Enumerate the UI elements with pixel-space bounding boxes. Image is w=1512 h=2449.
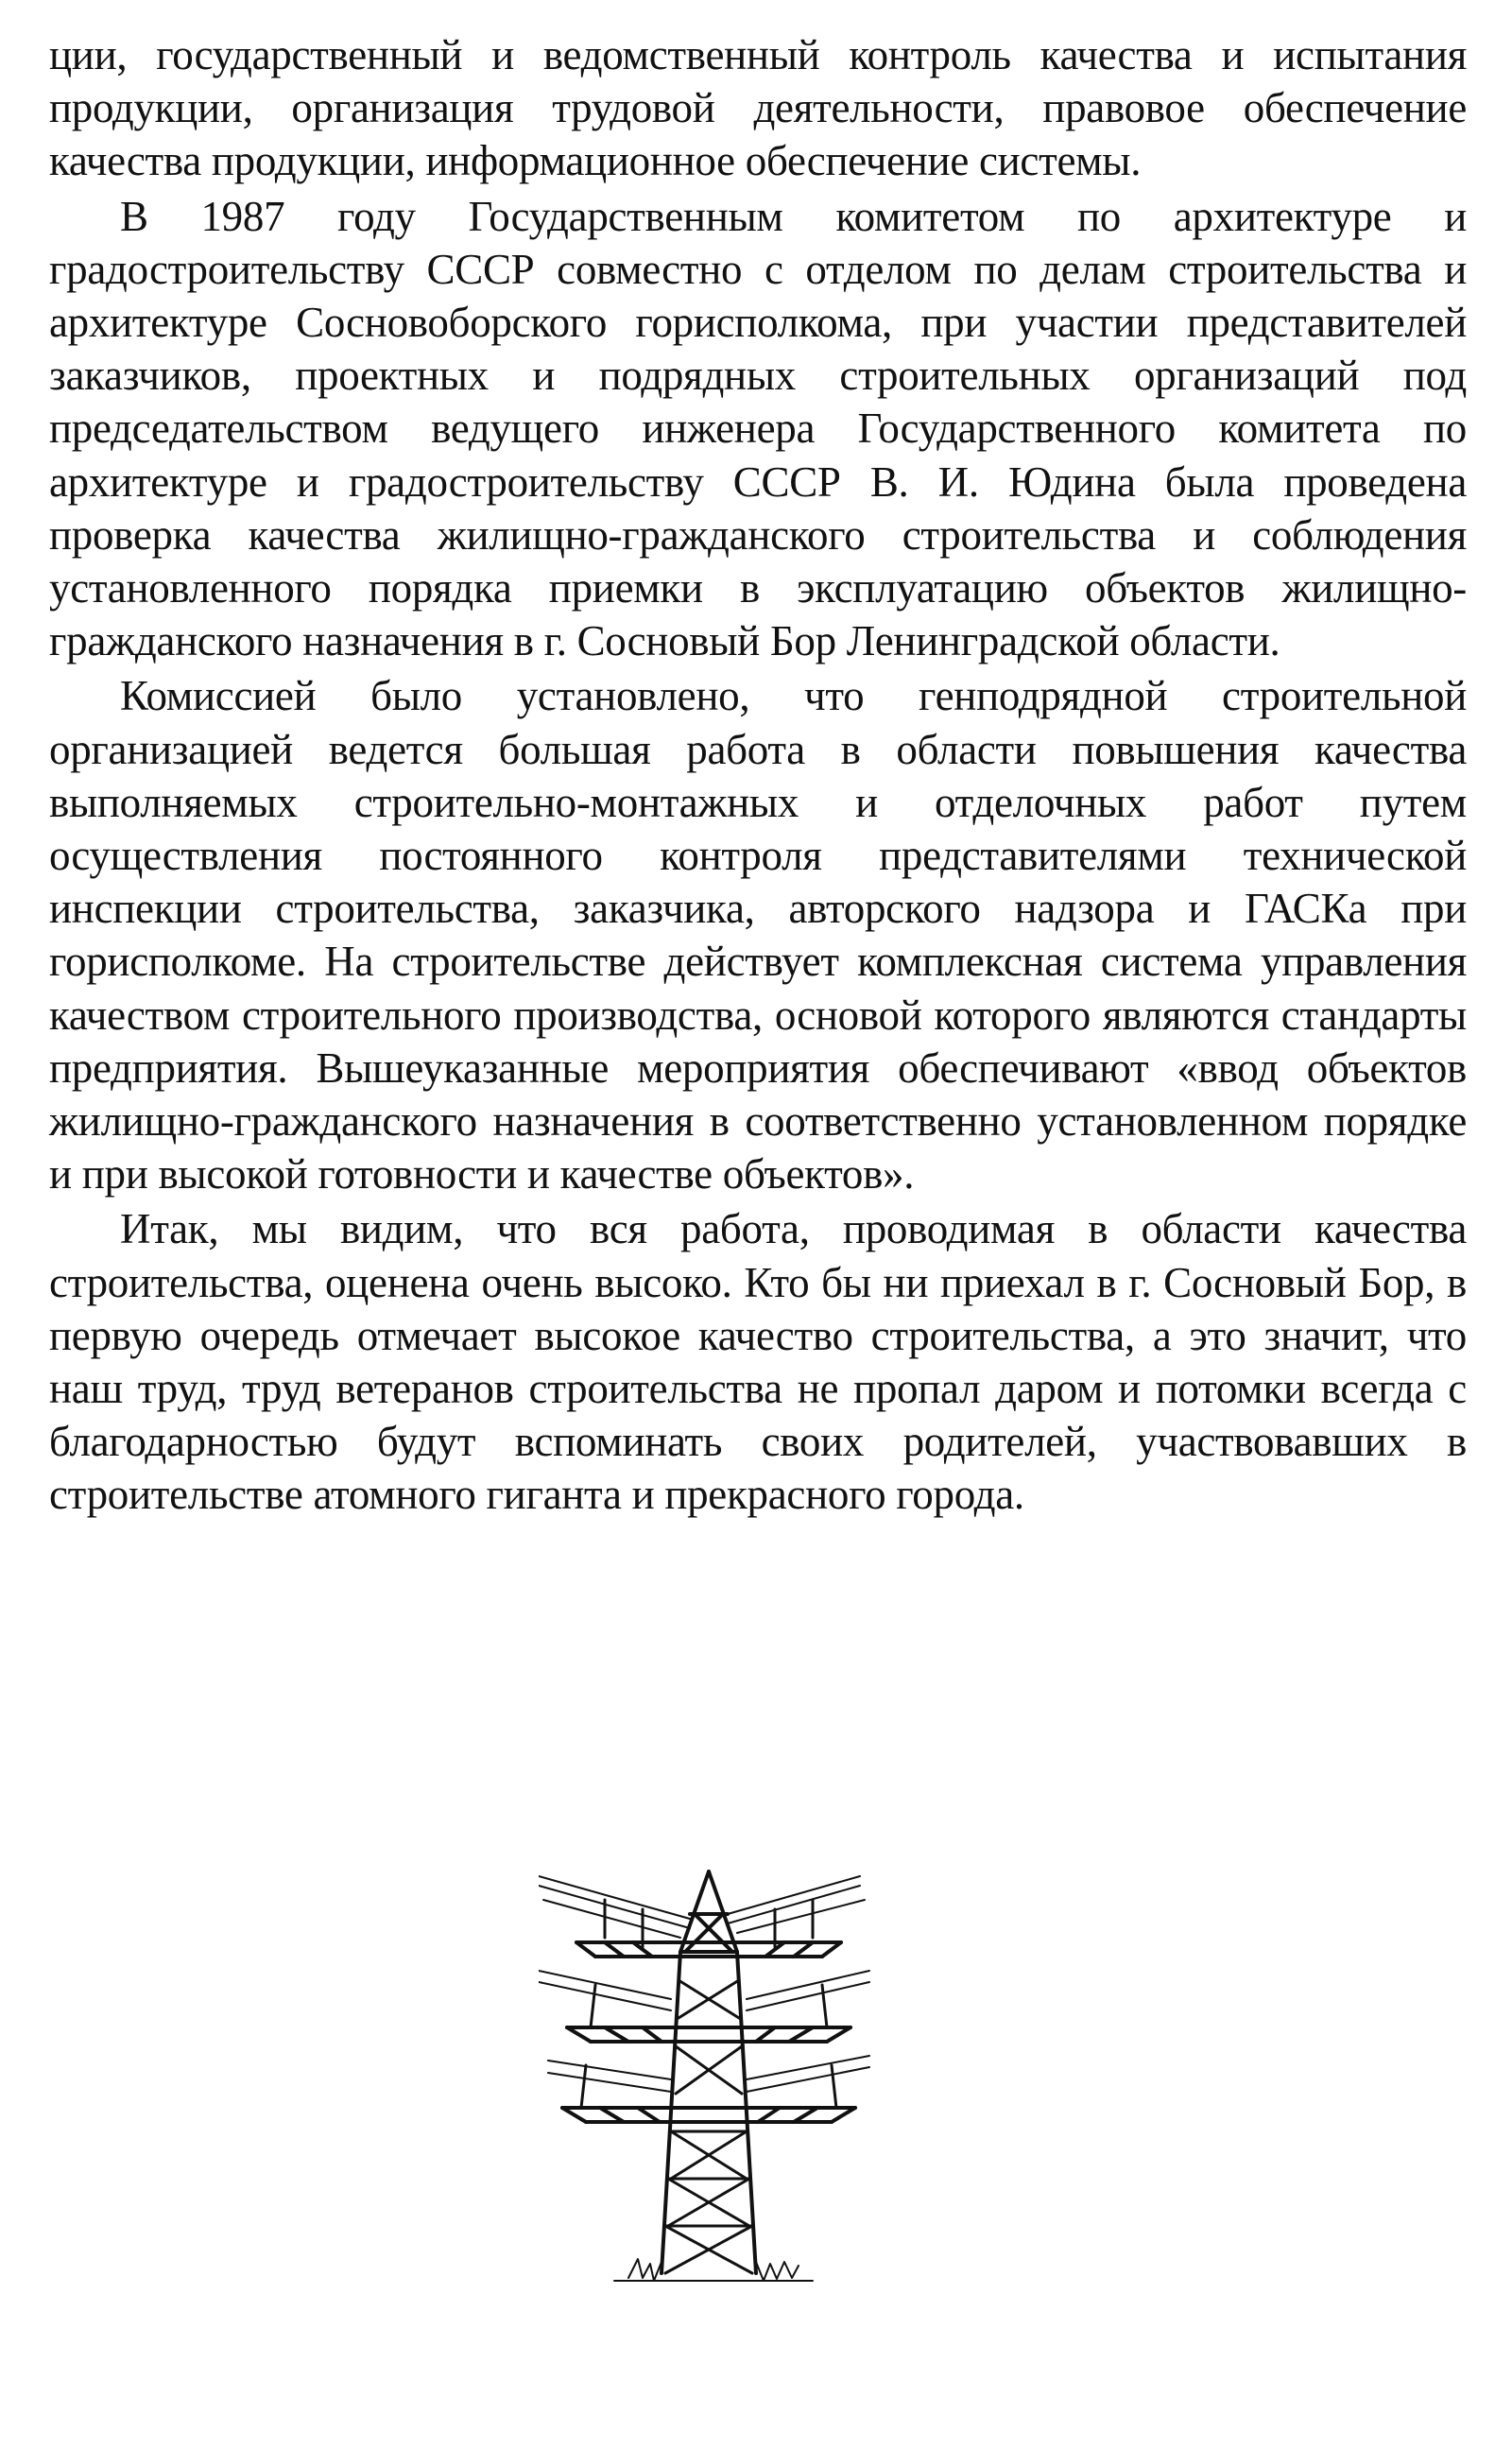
document-page: [49, 28, 1467, 1522]
paragraph-inspection-1987: В 1987 году Государственным комитетом по архитектуре и градостроительству СССР совместно с отделом по делам строительства и архитектуре Сосновоборского горисполкома, при участии представителей заказчиков, проектных и подрядных строительных организаций под председательством ведущего инженера Государственного комитета по архитектуре и градостроительству СССР В. И. Юдина была проведена проверка качества жилищно-гражданского строительства и соблюдения установленного порядка приемки в эксплуатацию объектов жилищно-гражданского назначения в г. Сосновый Бор Ленинградской области.: [49, 192, 1467, 665]
paragraph-commission-findings: Комиссией было установлено, что генподрядной строительной организацией ведется большая работа в области повышения качества выполняемых строительно-монтажных и отделочных работ путем осуществления постоянного контроля представителями технической инспекции строительства, заказчика, авторского надзора и ГАСКа при горисполкоме. На строительстве действует комплексная система управления качеством строительного производства, основой которого являются стандарты предприятия. Вышеуказанные мероприятия обеспечивают «ввод объектов жилищно-гражданского назначения в соответственно установленном порядке и при высокой готовности и качестве объектов».: [49, 672, 1467, 1199]
paragraph-conclusion: Итак, мы видим, что вся работа, проводимая в области качества строительства, оценена очень высоко. Кто бы ни приехал в г. Сосновый Бор, в первую очередь отмечает высокое качество строительства, а это значит, что наш труд, труд ветеранов строительства не пропал даром и потомки всегда с благодарностью будут вспоминать своих родителей, участвовавших в строительстве атомного гиганта и прекрасного города.: [49, 1205, 1467, 1519]
paragraph-continued: ции, государственный и ведомственный контроль качества и испытания продукции, организация трудовой деятельности, правовое обеспечение качества продукции, информационное обеспечение системы.: [49, 31, 1467, 185]
power-transmission-tower-icon: [539, 1857, 879, 2302]
